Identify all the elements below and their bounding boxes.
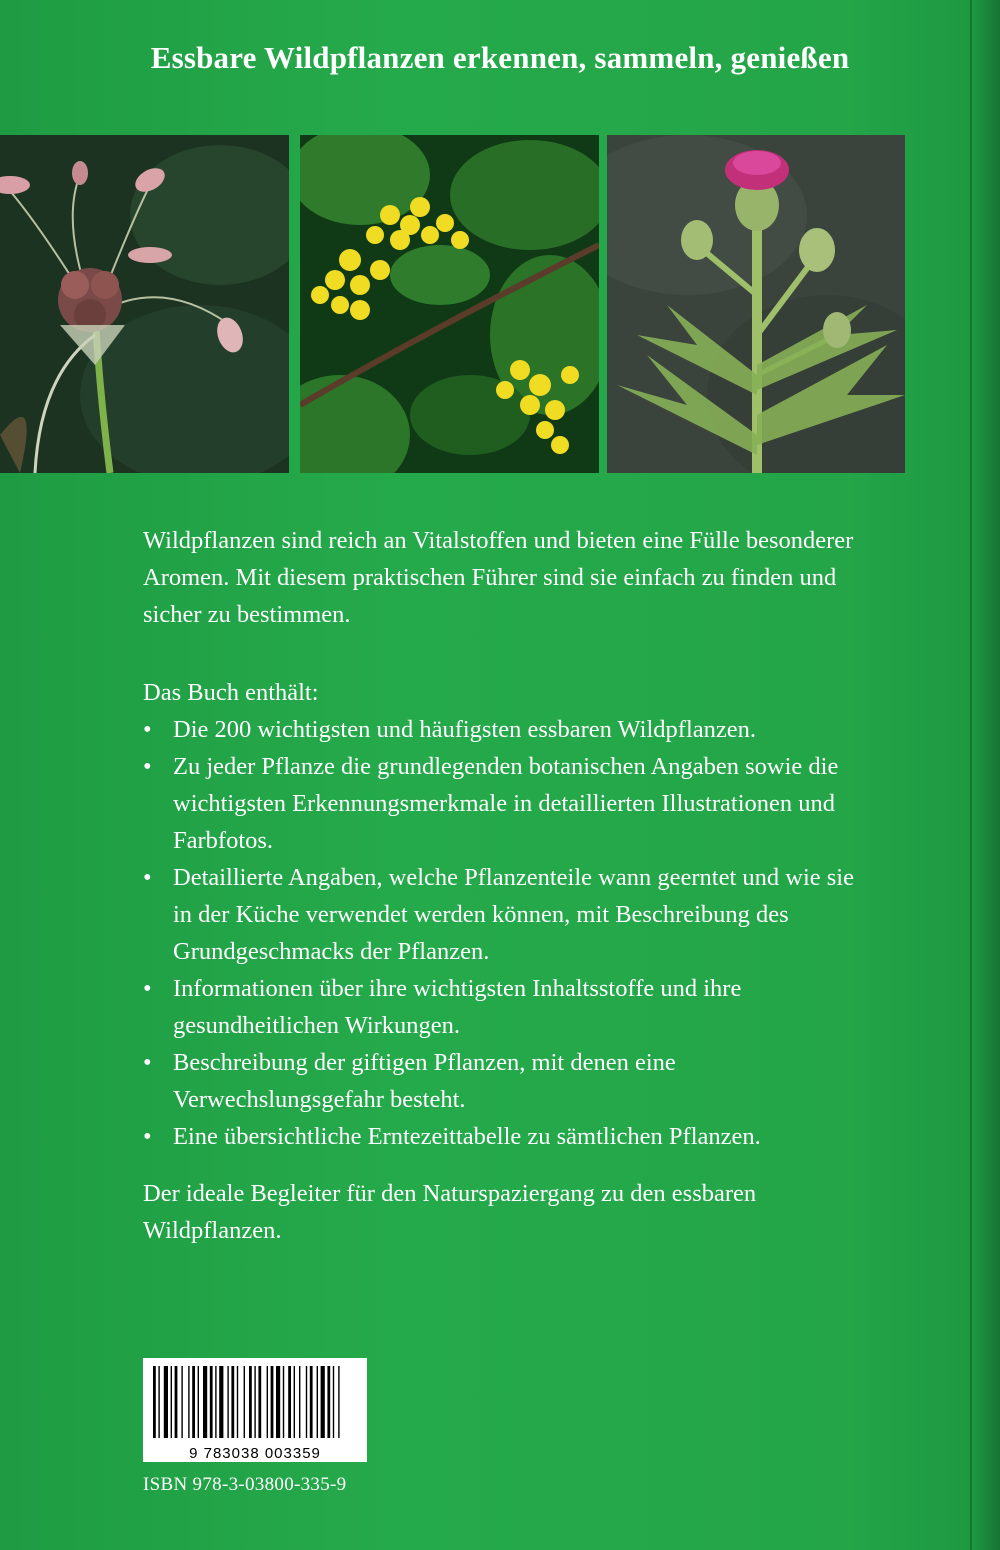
bullet-icon: • xyxy=(143,1049,152,1076)
barcode-bar xyxy=(283,1366,284,1438)
barcode-bar xyxy=(276,1366,280,1438)
list-item-text: Detaillierte Angaben, welche Pflanzenteile wann geerntet und wie sie in der Küche verwendet werden können, mit Beschreibung des Grundgeschmacks der Pflanzen. xyxy=(173,864,854,965)
list-heading: Das Buch enthält: xyxy=(143,679,319,706)
barcode xyxy=(143,1358,367,1462)
barcode-bar xyxy=(203,1366,207,1438)
list-item xyxy=(143,1118,863,1155)
cover-fold-line xyxy=(970,0,972,1550)
barcode-bar xyxy=(153,1366,156,1438)
bullet-icon: • xyxy=(143,1123,152,1150)
barcode-bar xyxy=(237,1366,238,1438)
bullet-icon: • xyxy=(143,716,152,743)
barcode-bar xyxy=(188,1366,189,1438)
isbn-number: ISBN 978-3-03800-335-9 xyxy=(143,1474,347,1495)
closing-text: Der ideale Begleiter für den Naturspaziergang zu den essbaren Wildpflanzen. xyxy=(143,1180,757,1244)
bullet-icon: • xyxy=(143,864,152,891)
cover-spine-shadow xyxy=(970,0,1000,1550)
intro-text: Wildpflanzen sind reich an Vitalstoffen und bieten eine Fülle besonderer Aromen. Mit diesem praktischen Führer sind sie einfach zu finden und sicher zu bestimmen. xyxy=(143,527,854,628)
barcode-bar xyxy=(215,1366,216,1438)
list-item xyxy=(143,859,863,970)
barcode-bar xyxy=(338,1366,339,1438)
feature-list xyxy=(143,711,863,1155)
barcode-bar xyxy=(210,1366,213,1438)
photo-strip xyxy=(0,135,905,473)
barcode-bar xyxy=(227,1366,228,1438)
barcode-bar xyxy=(271,1366,274,1438)
list-heading-block xyxy=(143,674,883,711)
bullet-icon: • xyxy=(143,753,152,780)
book-title: Essbare Wildpflanzen erkennen, sammeln, genießen xyxy=(150,40,850,75)
photo-barberry xyxy=(300,135,599,473)
list-item xyxy=(143,748,863,859)
barcode-bar xyxy=(254,1366,255,1438)
barcode-bar xyxy=(310,1366,313,1438)
photo-allium xyxy=(0,135,289,473)
barcode-bar xyxy=(181,1366,182,1438)
barcode-bar xyxy=(321,1366,325,1438)
barcode-digits: 9 783038 003359 xyxy=(189,1445,321,1462)
barcode-bar xyxy=(231,1366,234,1438)
intro-paragraph xyxy=(143,522,883,633)
barcode-bar xyxy=(333,1366,334,1438)
list-item xyxy=(143,1044,863,1118)
list-item-text: Informationen über ihre wichtigsten Inhaltsstoffe und ihre gesundheitlichen Wirkungen. xyxy=(173,975,742,1039)
barcode-bar xyxy=(198,1366,199,1438)
barcode-bar xyxy=(192,1366,195,1438)
list-item-text: Beschreibung der giftigen Pflanzen, mit denen eine Verwechslungsgefahr besteht. xyxy=(173,1049,676,1113)
photo-thistle xyxy=(607,135,905,473)
barcode-bar xyxy=(219,1366,223,1438)
barcode-bar xyxy=(244,1366,245,1438)
barcode-bar xyxy=(171,1366,172,1438)
barcode-bar xyxy=(158,1366,159,1438)
barcode-bar xyxy=(299,1366,300,1438)
barcode-bar xyxy=(267,1366,268,1438)
barcode-bar xyxy=(175,1366,178,1438)
barcode-bar xyxy=(327,1366,330,1438)
barcode-bar xyxy=(317,1366,318,1438)
list-item-text: Die 200 wichtigsten und häufigsten essbaren Wildpflanzen. xyxy=(173,716,757,743)
list-item xyxy=(143,970,863,1044)
barcode-bar xyxy=(306,1366,307,1438)
barcode-bar xyxy=(164,1366,168,1438)
list-item xyxy=(143,711,863,748)
list-item-text: Eine übersichtliche Erntezeittabelle zu sämtlichen Pflanzen. xyxy=(173,1123,761,1150)
list-item-text: Zu jeder Pflanze die grundlegenden botanischen Angaben sowie die wichtigsten Erkennungsmerkmale in detaillierten Illustrationen und Farbfotos. xyxy=(173,753,839,854)
barcode-bar xyxy=(294,1366,295,1438)
closing-paragraph xyxy=(143,1175,883,1249)
bullet-icon: • xyxy=(143,975,152,1002)
barcode-bar xyxy=(288,1366,291,1438)
barcode-bar xyxy=(249,1366,252,1438)
barcode-bar xyxy=(258,1366,261,1438)
